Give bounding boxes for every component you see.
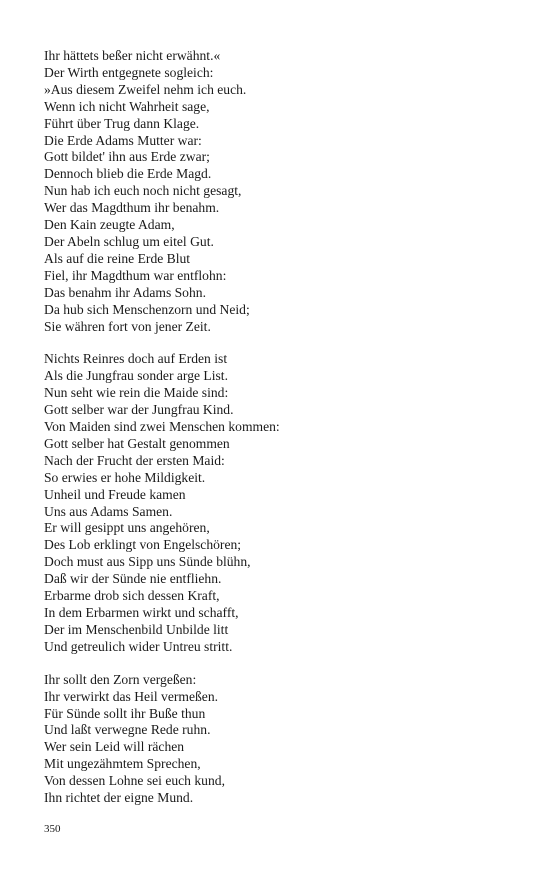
verse-line: Ihr hättets beßer nicht erwähnt.« — [44, 48, 221, 63]
verse-line: Daß wir der Sünde nie entfliehn. — [44, 571, 222, 587]
verse-line: Von Maiden sind zwei Menschen kommen: — [44, 419, 280, 435]
stanza-3 — [44, 672, 514, 807]
verse-line: Führt über Trug dann Klage. — [44, 115, 200, 131]
verse-line: Uns aus Adams Samen. — [44, 503, 173, 519]
verse-line: Und laßt verwegne Rede ruhn. — [44, 722, 211, 738]
verse-line: Ihr verwirkt das Heil vermeßen. — [44, 688, 219, 704]
verse-line: Als die Jungfrau sonder arge List. — [44, 368, 228, 384]
verse-line: Als auf die reine Erde Blut — [44, 250, 191, 266]
verse-line: Der Abeln schlug um eitel Gut. — [44, 233, 214, 249]
verse-line: Für Sünde sollt ihr Buße thun — [44, 705, 206, 721]
verse-line: So erwies er hohe Mildigkeit. — [44, 469, 206, 485]
verse-line: Und getreulich wider Untreu stritt. — [44, 638, 233, 654]
poem-text — [44, 48, 514, 823]
verse-line: Doch must aus Sipp uns Sünde blühn, — [44, 554, 251, 570]
verse-line: Gott selber hat Gestalt genommen — [44, 435, 230, 451]
stanza-1 — [44, 48, 514, 335]
verse-line: Des Lob erklingt von Engelschören; — [44, 537, 242, 553]
verse-line: Wer das Magdthum ihr benahm. — [44, 200, 220, 216]
verse-line: »Aus diesem Zweifel nehm ich euch. — [44, 81, 247, 97]
verse-line: Unheil und Freude kamen — [44, 486, 186, 502]
verse-line: Gott selber war der Jungfrau Kind. — [44, 402, 234, 418]
verse-line: Ihr sollt den Zorn vergeßen: — [44, 671, 197, 687]
verse-line: Da hub sich Menschenzorn und Neid; — [44, 301, 250, 317]
verse-line: In dem Erbarmen wirkt und schafft, — [44, 605, 239, 620]
verse-line: Von dessen Lohne sei euch kund, — [44, 773, 225, 789]
verse-line: Sie währen fort von jener Zeit. — [44, 318, 211, 334]
verse-line: Wenn ich nicht Wahrheit sage, — [44, 98, 210, 114]
verse-line: Gott bildet' ihn aus Erde zwar; — [44, 149, 210, 165]
verse-line: Nun seht wie rein die Maide sind: — [44, 385, 229, 401]
verse-line: Nach der Frucht der ersten Maid: — [44, 452, 225, 468]
verse-line: Der Wirth entgegnete sogleich: — [44, 64, 214, 80]
verse-line: Mit ungezähmtem Sprechen, — [44, 756, 201, 772]
verse-line: Ihn richtet der eigne Mund. — [44, 790, 194, 806]
verse-line: Nichts Reinres doch auf Erden ist — [44, 351, 228, 367]
verse-line: Den Kain zeugte Adam, — [44, 217, 175, 233]
verse-line: Die Erde Adams Mutter war: — [44, 132, 202, 148]
verse-line: Dennoch blieb die Erde Magd. — [44, 166, 212, 182]
verse-line: Nun hab ich euch noch nicht gesagt, — [44, 183, 242, 199]
stanza-2 — [44, 351, 514, 655]
verse-line: Fiel, ihr Magdthum war entflohn: — [44, 267, 227, 283]
verse-line: Er will gesippt uns angehören, — [44, 520, 210, 536]
verse-line: Wer sein Leid will rächen — [44, 739, 185, 755]
verse-line: Das benahm ihr Adams Sohn. — [44, 284, 206, 300]
verse-line: Der im Menschenbild Unbilde litt — [44, 621, 229, 637]
verse-line: Erbarme drob sich dessen Kraft, — [44, 588, 220, 604]
page-number: 350 — [44, 823, 61, 835]
